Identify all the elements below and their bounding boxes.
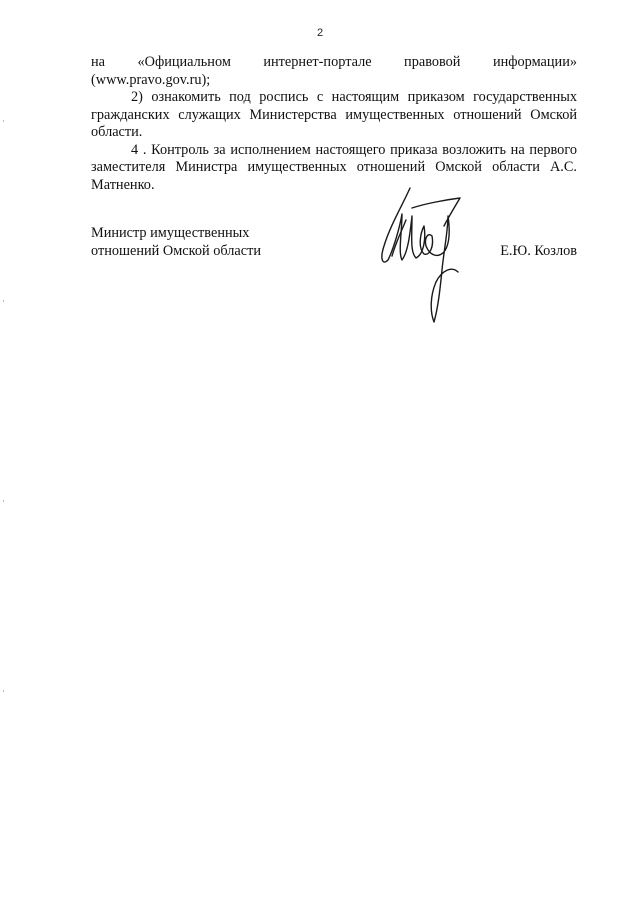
scan-artifact [3,500,4,502]
scan-artifact [3,300,4,302]
page-number: 2 [316,27,324,39]
signer-title-line-2: отношений Омской области [91,243,261,259]
signer-title-line-1: Министр имущественных [91,225,250,241]
signature-block [91,224,577,260]
scan-artifact [3,120,4,122]
paragraph-acquaint: 2) ознакомить под роспись с настоящим приказом государственных гражданских служащих Министерства имущественных отношений Омской области. [91,89,577,140]
paragraph-publication: на «Официальном интернет-портале правовой информации» (www.pravo.gov.ru); [91,54,577,88]
scan-artifact [3,690,4,692]
document-body [91,54,577,194]
paragraph-control: 4 . Контроль за исполнением настоящего приказа возложить на первого заместителя Министра имущественных отношений Омской области А.С. Матненко. [91,141,577,193]
handwritten-signature [372,186,472,326]
signer-name: Е.Ю. Козлов [500,243,577,259]
